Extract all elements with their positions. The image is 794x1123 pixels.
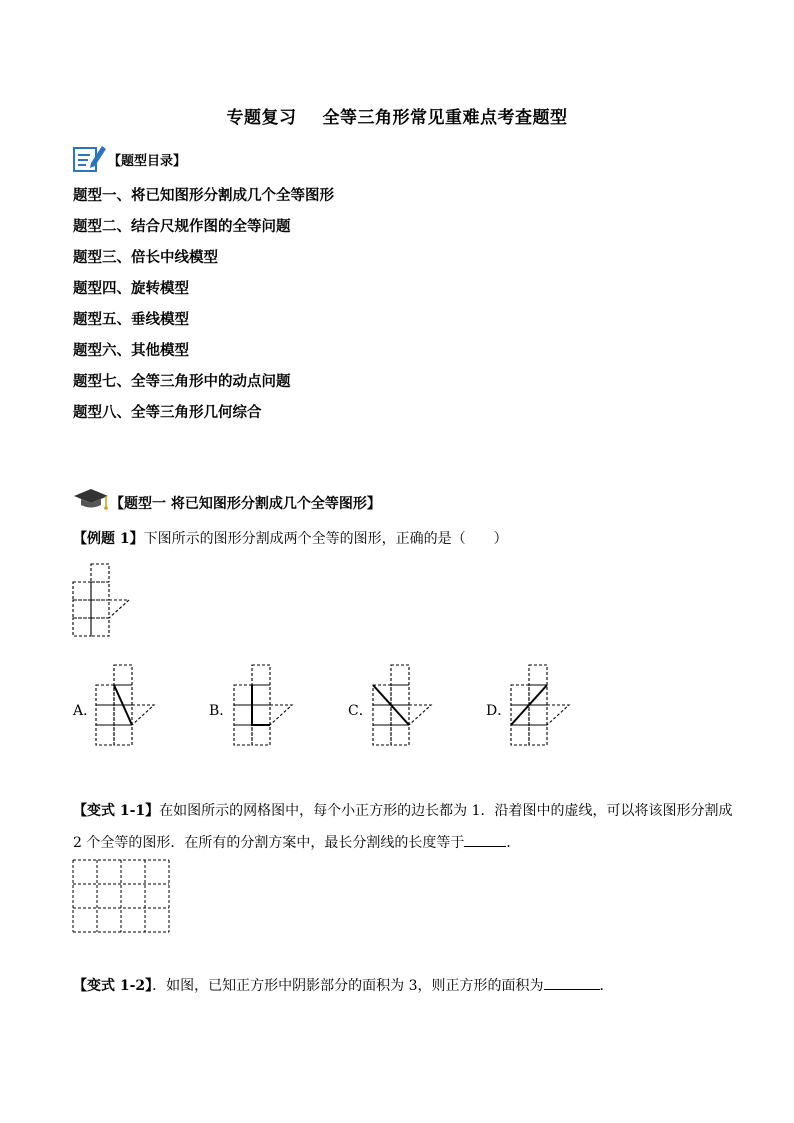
option-b-figure[interactable] (234, 665, 294, 747)
option-c-figure[interactable] (373, 665, 433, 747)
example1-text: 下图所示的图形分割成两个全等的图形，正确的是（ ） (143, 531, 508, 547)
answer-blank[interactable] (544, 975, 600, 990)
variant1-line2 (73, 832, 520, 852)
section-heading: 【题型一 将已知图形分割成几个全等图形】 (110, 496, 381, 512)
variant1-tag: 【变式 1-1】 (73, 803, 160, 819)
variant1-text2: 2 个全等的图形．在所有的分割方案中，最长分割线的长度等于 (73, 835, 465, 851)
toc-item[interactable]: 题型一、将已知图形分割成几个全等图形 (73, 187, 334, 204)
toc-item[interactable]: 题型七、全等三角形中的动点问题 (73, 373, 291, 390)
option-a-label[interactable]: A． (73, 703, 98, 719)
toc-item[interactable]: 题型五、垂线模型 (73, 311, 189, 328)
toc-item[interactable]: 题型八、全等三角形几何综合 (73, 404, 262, 421)
title-part1: 专题复习 (226, 108, 297, 128)
answer-blank[interactable] (464, 832, 506, 847)
toc-heading: 【题型目录】 (108, 154, 187, 169)
variant2-text: ．如图，已知正方形中阴影部分的面积为 3，则正方形的面积为 (152, 978, 544, 994)
title-part2: 全等三角形常见重难点考查题型 (322, 108, 568, 128)
example1-tag: 【例题 1】 (73, 531, 144, 547)
variant2-end: ． (599, 978, 614, 994)
toc-item[interactable]: 题型二、结合尺规作图的全等问题 (73, 218, 291, 235)
example-main-figure (73, 564, 133, 644)
variant1-line1 (73, 800, 733, 820)
option-b-label[interactable]: B． (209, 703, 234, 719)
example1-stem (73, 528, 508, 548)
variant2-tag: 【变式 1-2】 (73, 978, 153, 994)
option-d-figure[interactable] (511, 665, 571, 747)
option-d-label[interactable]: D． (486, 703, 512, 719)
option-a-figure[interactable] (96, 665, 156, 747)
variant1-text1: 在如图所示的网格图中，每个小正方形的边长都为 1．沿着图中的虚线，可以将该图形分割成 (159, 803, 733, 819)
toc-item[interactable]: 题型四、旋转模型 (73, 280, 189, 297)
graduation-cap-icon (73, 487, 109, 511)
checklist-icon (73, 143, 107, 173)
grid-figure (73, 860, 169, 932)
page-title (0, 103, 794, 128)
toc-item[interactable]: 题型六、其他模型 (73, 342, 189, 359)
variant2-line (73, 975, 614, 995)
variant1-end: ． (506, 835, 521, 851)
option-c-label[interactable]: C． (348, 703, 373, 719)
toc-item[interactable]: 题型三、倍长中线模型 (73, 249, 218, 266)
